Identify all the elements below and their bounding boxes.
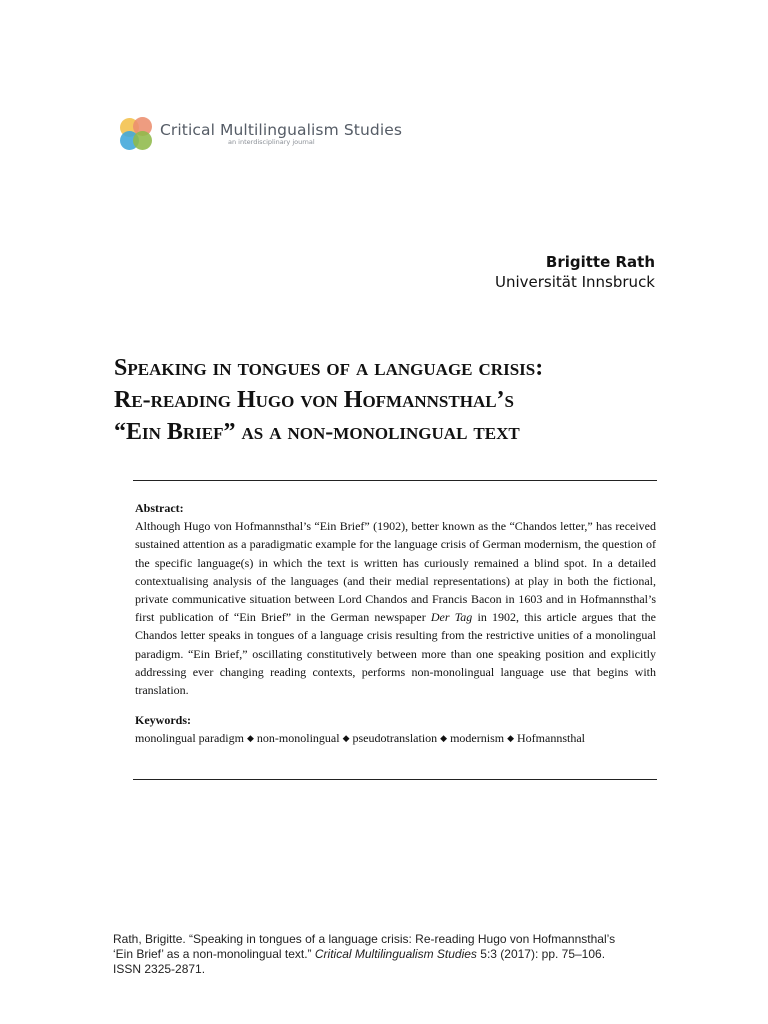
title-line: Speaking in tongues of a language crisis: [114, 355, 544, 381]
abstract-text-part: Although Hugo von Hofmannsthal’s “Ein Brief” (1902), better known as the “Chandos letter,” has received sustained attention as a paradigmatic example for the language crisis of German modernism, the question of the specific language(s) in which the text is written has curiously remained a blind spot. In a detailed contextualising analysis of the languages (and their medial representations) at play in both the fictional, private communicative situation between Lord Chandos and Francis Bacon in 1603 and in Hofmannsthal’s first publication of “Ein Brief” in the German newspaper [135, 519, 656, 625]
keyword-separator-icon: ◆ [507, 733, 514, 744]
citation [113, 932, 623, 977]
journal-logo-icon [118, 116, 154, 152]
abstract-text-part: in 1902, this article argues that the Chandos letter speaks in tongues of a language crisis resulting from the restrictive unities of a monolingual paradigm. “Ein Brief,” oscillating constitutively between more than one speaking position and explicitly addressing ever changing reading contexts, performs non-monolingual language use that begins with translation. [135, 610, 656, 698]
keyword: pseudotranslation [352, 731, 438, 746]
abstract-heading: Abstract: [135, 501, 184, 515]
keyword: monolingual paradigm [135, 731, 244, 746]
author-affiliation: Universität Innsbruck [494, 273, 655, 291]
title-line: “Ein Brief” as a non-monolingual text [114, 419, 520, 445]
author-name: Brigitte Rath [545, 253, 655, 271]
journal-tagline: an interdisciplinary journal [228, 138, 315, 146]
keyword-separator-icon: ◆ [246, 733, 254, 744]
title-line: Re-reading Hugo von Hofmannsthal’s [114, 387, 515, 413]
journal-logo-text [160, 120, 403, 146]
keyword: modernism [450, 731, 505, 746]
journal-name: Critical Multilingualism Studies [160, 120, 403, 139]
abstract-newspaper-title: Der Tag [430, 610, 473, 625]
keyword-separator-icon: ◆ [342, 733, 350, 744]
citation-journal: Critical Multilingualism Studies [314, 947, 477, 961]
keyword: non-monolingual [256, 731, 340, 746]
divider-top [133, 480, 657, 481]
keywords-heading: Keywords: [135, 713, 191, 728]
logo-dot-green [133, 131, 152, 150]
keyword-separator-icon: ◆ [440, 733, 448, 744]
journal-logo [118, 116, 402, 152]
keywords-list [135, 729, 656, 748]
citation-text: Rath, Brigitte. “Speaking in tongues of a language crisis: Re-reading Hugo von Hofmannsthal’s ‘Ein Brief’ as a non-monolingual text.” [113, 932, 616, 961]
abstract-text [135, 517, 656, 699]
divider-bottom [133, 779, 657, 780]
abstract-section [135, 499, 656, 749]
citation-text: 5:3 (2017): pp. 75–106. ISSN 2325-2871. [113, 947, 606, 976]
keyword: Hofmannsthal [517, 731, 585, 746]
article-title [114, 352, 674, 448]
author-block [495, 252, 655, 292]
